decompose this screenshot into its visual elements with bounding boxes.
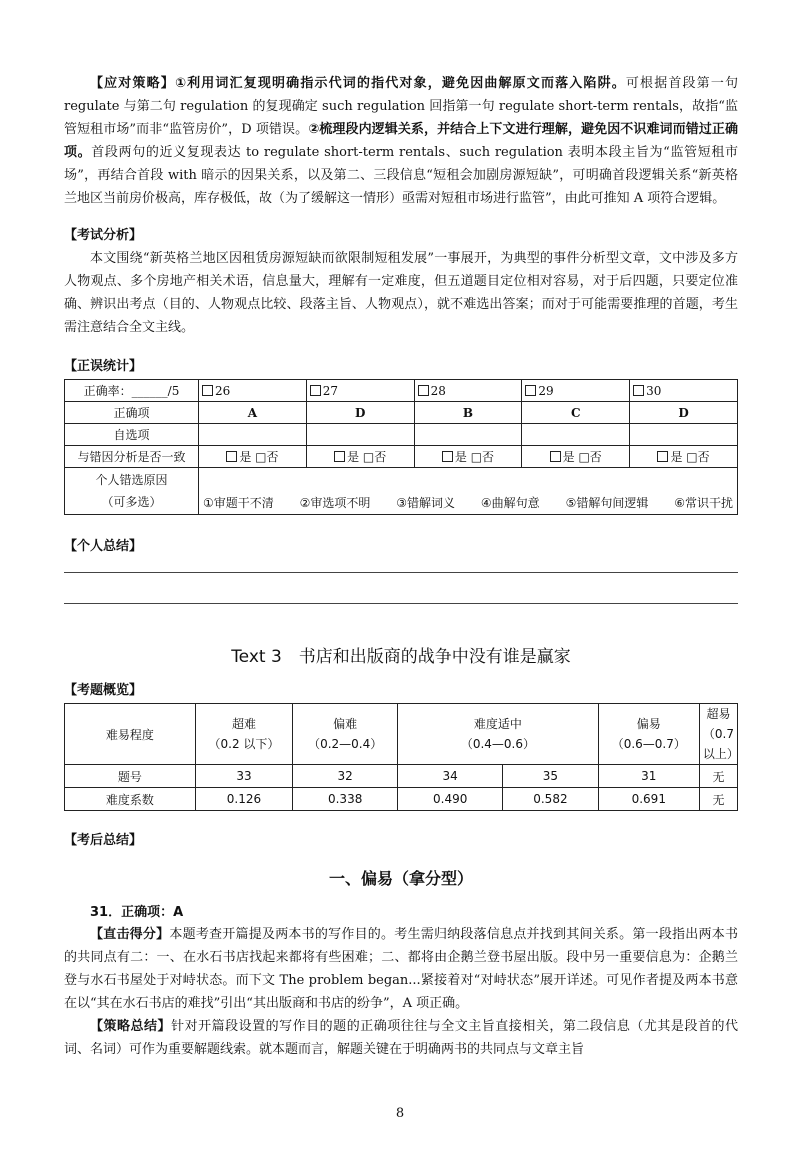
- table-row: [65, 446, 738, 468]
- question-27: 27: [306, 380, 414, 402]
- rate-cell: 正确率：______/5: [65, 380, 199, 402]
- reason-option[interactable]: ⑤错解句间逻辑: [565, 496, 649, 510]
- row-label: 难度系数: [65, 788, 196, 811]
- coef-cell: 0.490: [398, 788, 503, 811]
- strategy-paragraph: [64, 72, 738, 210]
- reason-option[interactable]: ④曲解句意: [480, 496, 540, 510]
- row-label: [65, 468, 199, 515]
- answer-cell: C: [522, 402, 630, 424]
- question-30: 30: [630, 380, 738, 402]
- writing-line[interactable]: [64, 603, 738, 604]
- table-row: [65, 765, 738, 788]
- strategy-text-1: 可根据首段第一句 regulate 与第二句 regulation 的复现确定 such regulation 回指第一句 regulate short-term rentals，故指“监管短租市场”而非“监管房价”，D 项错误。: [64, 76, 738, 137]
- table-row: [65, 424, 738, 446]
- answer-cell: D: [630, 402, 738, 424]
- writing-line[interactable]: [64, 572, 738, 573]
- num-cell: 34: [398, 765, 503, 788]
- page-number: 8: [395, 1106, 405, 1121]
- overview-label: 【考题概览】: [64, 683, 143, 698]
- yes-no-cell: 是 □否: [522, 446, 630, 468]
- num-cell: 无: [699, 765, 737, 788]
- num-cell: 32: [293, 765, 398, 788]
- num-cell: 31: [598, 765, 699, 788]
- reason-option[interactable]: ②审选项不明: [299, 496, 371, 510]
- yes-no-cell: 是 □否: [414, 446, 522, 468]
- checkbox-icon[interactable]: [442, 451, 453, 462]
- checkbox-icon[interactable]: [202, 385, 213, 396]
- reason-option[interactable]: ①审题干不清: [203, 496, 274, 510]
- level-cell: 偏难 （0.2—0.4）: [293, 704, 398, 765]
- level-cell: 超易 （0.7 以上）: [699, 704, 737, 765]
- checkbox-icon[interactable]: [525, 385, 536, 396]
- answer-cell: D: [306, 402, 414, 424]
- stats-label: 【正误统计】: [64, 359, 143, 374]
- stats-table: [64, 379, 738, 515]
- question-31-answer: 31．正确项：A: [90, 905, 184, 920]
- row-label: 难易程度: [65, 704, 196, 765]
- level-cell: 难度适中 （0.4—0.6）: [398, 704, 598, 765]
- checkbox-icon[interactable]: [310, 385, 321, 396]
- self-choice-cell[interactable]: [199, 424, 307, 446]
- direct-score-tag: 【直击得分】: [90, 927, 170, 942]
- table-row: [65, 380, 738, 402]
- text3-title: Text 3 书店和出版商的战争中没有谁是赢家: [231, 647, 571, 667]
- summary-label: 【个人总结】: [64, 539, 143, 554]
- coef-cell: 0.126: [195, 788, 292, 811]
- direct-score-text: 本题考查开篇提及两本书的写作目的。考生需归纳段落信息点并找到其间关系。第一段指出两本书的共同点有二：一、在水石书店找起来都将有些困难；二、都将由企鹅兰登书屋出版。段中另一重要信息为：企鹅兰登与水石书屋处于对峙状态。而下文 The problem began...紧接着对“对峙状态”展开详述。可见作者提及两本书意在以“其在水石书店的难找”引出“其出版商和书店的纷争”，A 项正确。: [64, 927, 738, 1011]
- row-label: 正确项: [65, 402, 199, 424]
- level-cell: 偏易 （0.6—0.7）: [598, 704, 699, 765]
- row-label: 题号: [65, 765, 196, 788]
- yes-no-cell: 是 □否: [630, 446, 738, 468]
- reason-option[interactable]: ③错解词义: [396, 496, 456, 510]
- coef-cell: 无: [699, 788, 737, 811]
- checkbox-icon[interactable]: [334, 451, 345, 462]
- exam-analysis-label: 【考试分析】: [64, 228, 143, 243]
- self-choice-cell[interactable]: [306, 424, 414, 446]
- self-choice-cell[interactable]: [522, 424, 630, 446]
- strategy-bold-2: ②梳理段内逻辑关系，并结合上下文进行理解，避免因不识难词而错过正确项。: [64, 122, 738, 160]
- row-label: 与错因分析是否一致: [65, 446, 199, 468]
- reason-option[interactable]: ⑥常识干扰: [674, 496, 733, 510]
- exam-analysis-text: 本文围绕“新英格兰地区因租赁房源短缺而欲限制短租发展”一事展开，为典型的事件分析型文章，文中涉及多方人物观点、多个房地产相关术语，信息量大，理解有一定难度，但五道题目定位相对容易，对于后四题，只要定位准确、辨识出考点（目的、人物观点比较、段落主旨、人物观点），就不难选出答案；而对于可能需要推理的首题，考生需注意结合全文主线。: [64, 251, 738, 335]
- coef-cell: 0.691: [598, 788, 699, 811]
- yes-no-cell: 是 □否: [199, 446, 307, 468]
- level-cell: 超难 （0.2 以下）: [195, 704, 292, 765]
- checkbox-icon[interactable]: [418, 385, 429, 396]
- row-label: 自选项: [65, 424, 199, 446]
- strategy-bold-1: ①利用词汇复现明确指示代词的指代对象，避免因曲解原文而落入陷阱。: [174, 76, 626, 91]
- reason-options: [199, 492, 737, 514]
- post-exam-label: 【考后总结】: [64, 833, 143, 848]
- answer-cell: A: [199, 402, 307, 424]
- strategy-summary-tag: 【策略总结】: [90, 1019, 172, 1034]
- self-choice-cell[interactable]: [414, 424, 522, 446]
- coef-cell: 0.338: [293, 788, 398, 811]
- section-heading: 一、偏易（拿分型）: [328, 869, 473, 888]
- reason-label-1: 个人错选原因: [95, 473, 168, 487]
- yes-no-cell: 是 □否: [306, 446, 414, 468]
- question-28: 28: [414, 380, 522, 402]
- reason-label-2: （可多选）: [101, 495, 162, 509]
- table-row: [65, 402, 738, 424]
- checkbox-icon[interactable]: [633, 385, 644, 396]
- strategy-text-2: 首段两句的近义复现表达 to regulate short-term rentals、such regulation 表明本段主旨为“监管短租市场”，再结合首段 with 暗示的因果关系，以及第二、三段信息“短租会加剧房源短缺”，可明确首段逻辑关系“新英格兰地区当前房价极高，库存极低，故（为了缓解这一情形）亟需对短租市场进行监管”，由此可推知 A 项符合逻辑。: [64, 145, 738, 206]
- question-29: 29: [522, 380, 630, 402]
- reason-cell: [199, 468, 738, 515]
- table-row: [65, 468, 738, 515]
- strategy-summary-paragraph: [64, 1015, 738, 1061]
- strategy-summary-text: 针对开篇段设置的写作目的题的正确项往往与全文主旨直接相关，第二段信息（尤其是段首的代词、名词）可作为重要解题线索。就本题而言，解题关键在于明确两书的共同点与文章主旨: [64, 1019, 738, 1057]
- coef-cell: 0.582: [503, 788, 598, 811]
- num-cell: 35: [503, 765, 598, 788]
- question-26: 26: [199, 380, 307, 402]
- checkbox-icon[interactable]: [550, 451, 561, 462]
- num-cell: 33: [195, 765, 292, 788]
- self-choice-cell[interactable]: [630, 424, 738, 446]
- answer-cell: B: [414, 402, 522, 424]
- page-content: [64, 70, 738, 1061]
- checkbox-icon[interactable]: [226, 451, 237, 462]
- strategy-tag: 【应对策略】: [90, 76, 175, 91]
- difficulty-table: [64, 703, 738, 811]
- table-row: [65, 788, 738, 811]
- checkbox-icon[interactable]: [657, 451, 668, 462]
- direct-score-paragraph: [64, 923, 738, 1015]
